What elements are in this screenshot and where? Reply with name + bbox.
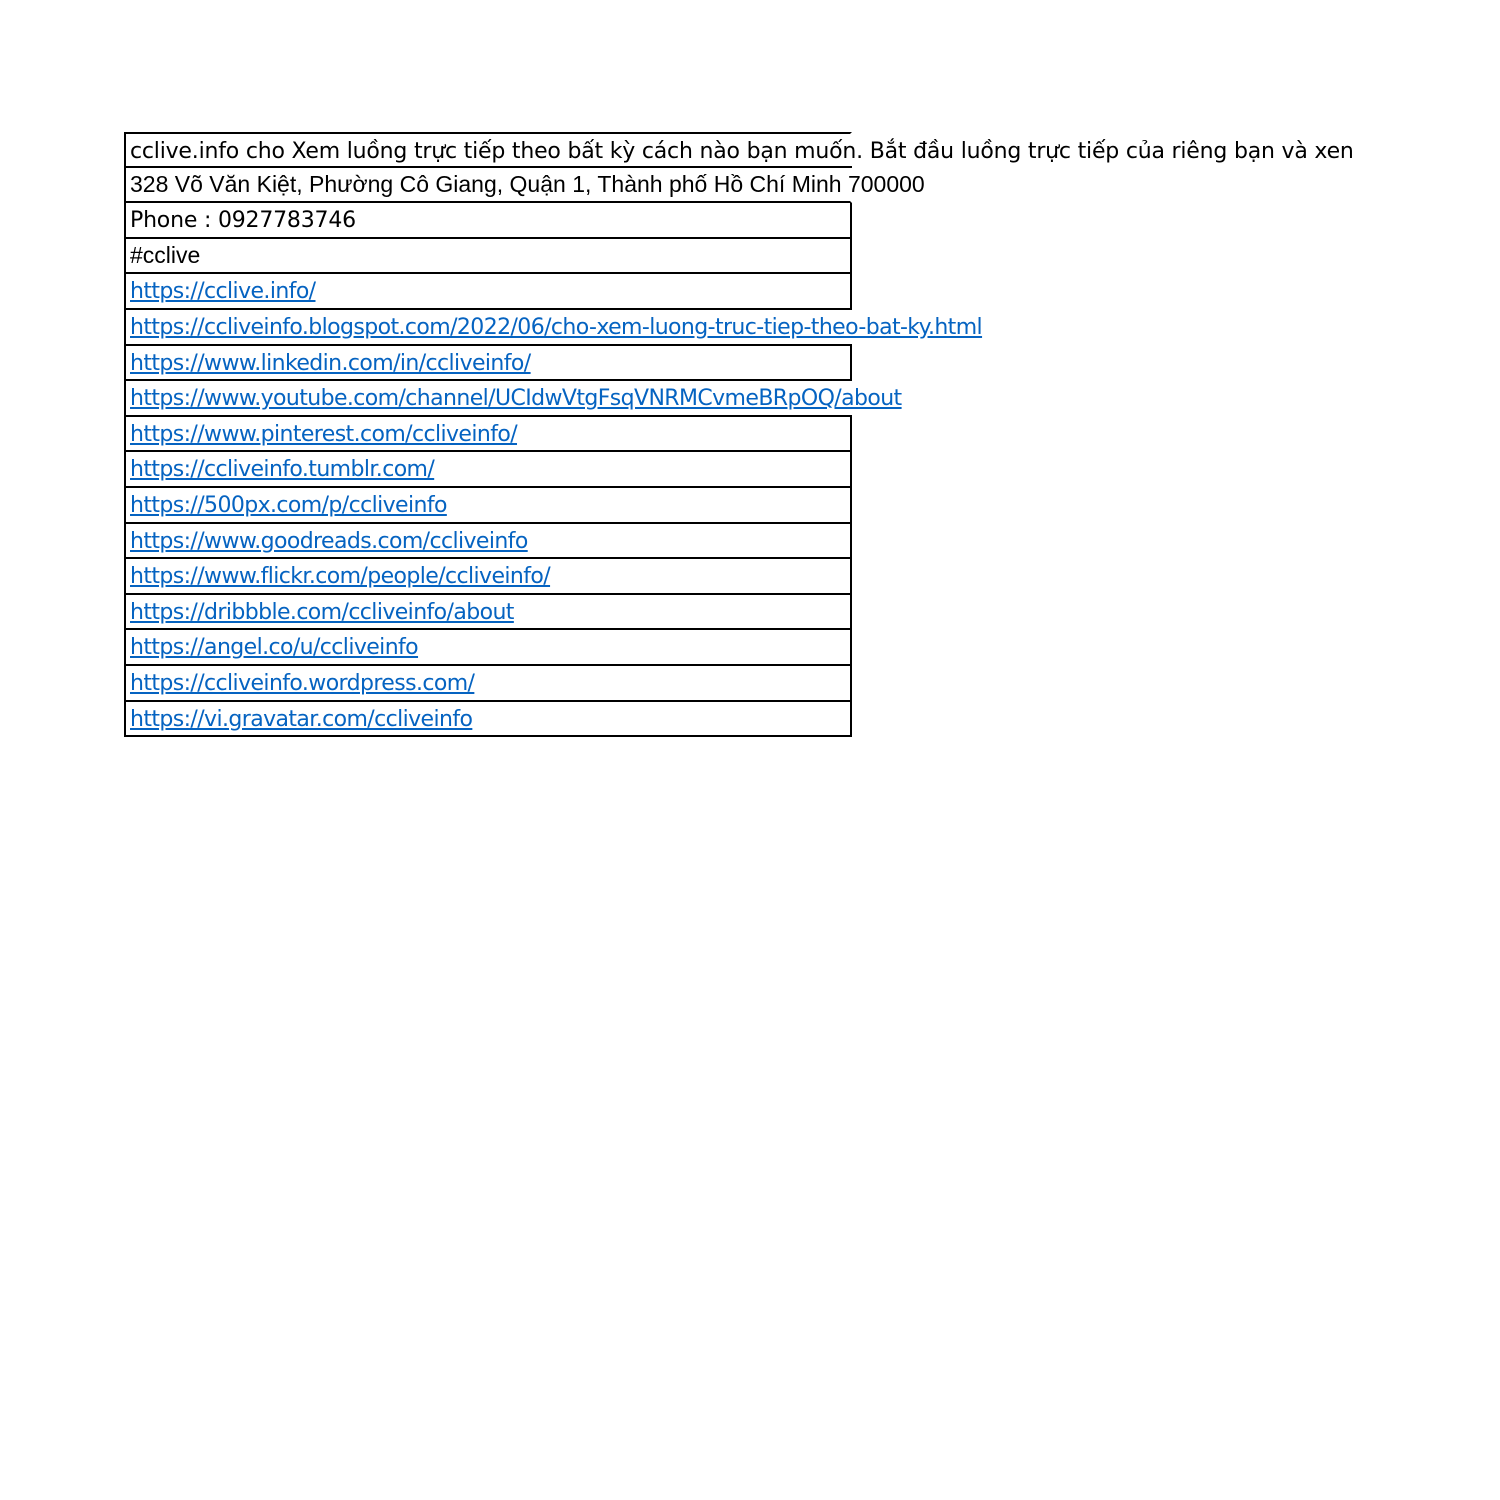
link-goodreads[interactable]: https://www.goodreads.com/ccliveinfo <box>130 528 528 554</box>
link-youtube[interactable]: https://www.youtube.com/channel/UCIdwVtgFsqVNRMCvmeBRpOQ/about <box>130 386 902 412</box>
phone-text: Phone : 0927783746 <box>130 208 356 234</box>
link-cclive-info[interactable]: https://cclive.info/ <box>130 279 316 305</box>
link-row-linkedin <box>124 346 852 382</box>
link-linkedin[interactable]: https://www.linkedin.com/in/ccliveinfo/ <box>130 350 531 376</box>
address-text: 328 Võ Văn Kiệt, Phường Cô Giang, Quận 1, Thành phố Hồ Chí Minh 700000 <box>130 170 925 197</box>
link-row-wordpress <box>124 666 852 702</box>
address-cell <box>124 168 925 204</box>
description-text: cclive.info cho Xem luồng trực tiếp theo bất kỳ cách nào bạn muốn. Bắt đầu luồng trực tiếp của riêng bạn và xen <box>130 139 1354 164</box>
link-gravatar[interactable]: https://vi.gravatar.com/ccliveinfo <box>130 706 473 732</box>
link-row-pinterest <box>124 417 852 453</box>
link-flickr[interactable]: https://www.flickr.com/people/ccliveinfo/ <box>130 564 551 590</box>
link-blogspot[interactable]: https://ccliveinfo.blogspot.com/2022/06/cho-xem-luong-truc-tiep-theo-bat-ky.html <box>130 314 983 340</box>
link-row-blogspot <box>124 310 983 346</box>
link-row-youtube <box>124 381 902 417</box>
link-row-500px <box>124 488 852 524</box>
link-row-gravatar <box>124 702 852 738</box>
spreadsheet-table <box>124 132 1354 737</box>
phone-cell <box>124 203 852 239</box>
link-tumblr[interactable]: https://ccliveinfo.tumblr.com/ <box>130 457 435 483</box>
link-row-dribbble <box>124 595 852 631</box>
link-wordpress[interactable]: https://ccliveinfo.wordpress.com/ <box>130 670 475 696</box>
link-row-goodreads <box>124 524 852 560</box>
link-dribbble[interactable]: https://dribbble.com/ccliveinfo/about <box>130 599 514 625</box>
description-cell <box>124 132 1354 168</box>
link-row-tumblr <box>124 452 852 488</box>
link-row-cclive <box>124 274 852 310</box>
link-pinterest[interactable]: https://www.pinterest.com/ccliveinfo/ <box>130 421 518 447</box>
link-row-flickr <box>124 559 852 595</box>
link-500px[interactable]: https://500px.com/p/ccliveinfo <box>130 492 447 518</box>
hashtag-cell <box>124 239 852 275</box>
link-row-angel <box>124 630 852 666</box>
link-angel[interactable]: https://angel.co/u/ccliveinfo <box>130 635 419 661</box>
hashtag-text: #cclive <box>130 241 201 268</box>
